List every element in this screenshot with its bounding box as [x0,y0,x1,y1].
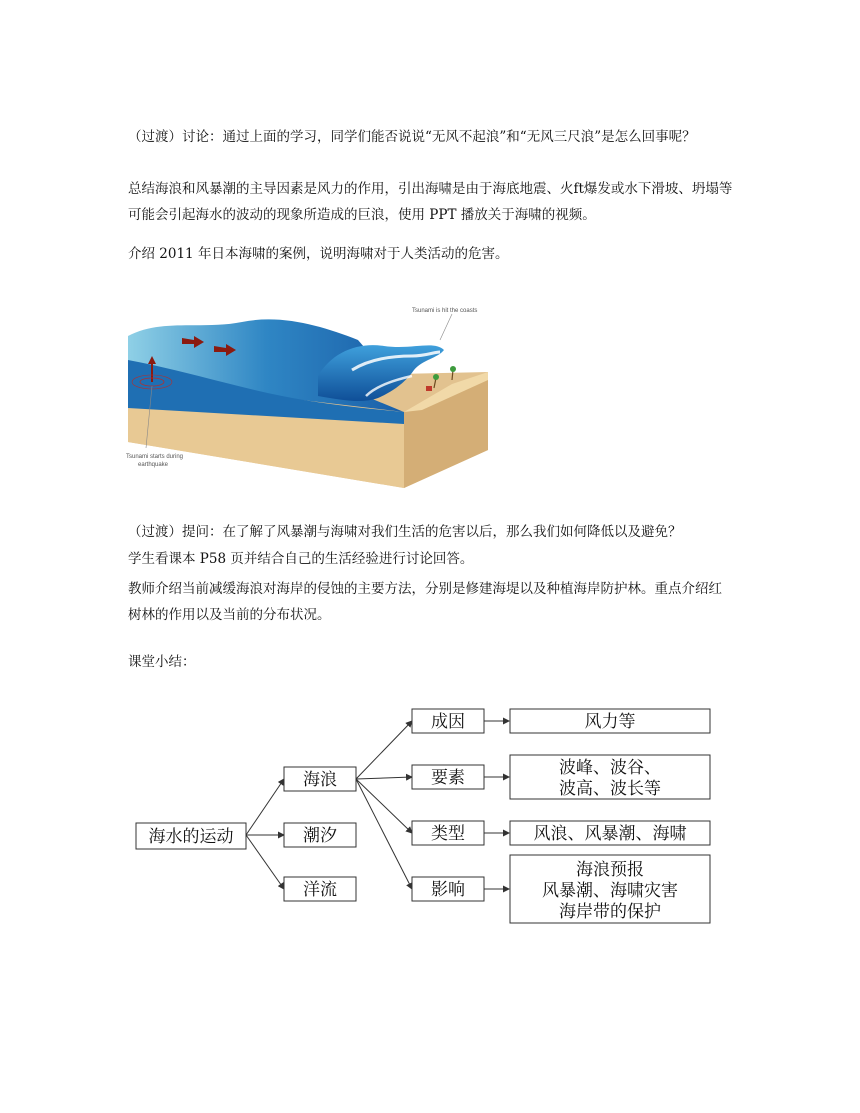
paragraph-japan-case: 介绍 2011 年日本海啸的案例，说明海啸对于人类活动的危害。 [128,246,509,262]
types-label: 类型 [431,824,465,844]
root-label: 海水的运动 [148,827,234,847]
cause-label: 成因 [431,712,465,732]
elements-detail-2: 波高、波长等 [559,779,661,799]
tsunami-illustration [122,300,494,492]
paragraph-transition-discussion: （过渡）讨论：通过上面的学习，同学们能否说说“无风不起浪”和“无风三尺浪”是怎么回事呢？ [128,129,696,145]
impact-detail-3: 海岸带的保护 [559,902,661,922]
impact-detail-2: 风暴潮、海啸灾害 [542,881,678,901]
paragraph-class-summary: 课堂小结： [128,654,196,670]
currents-label: 洋流 [303,880,337,900]
paragraph-transition-question: （过渡）提问：在了解了风暴潮与海啸对我们生活的危害以后，那么我们如何降低以及避免？ [128,524,682,540]
impact-label: 影响 [431,880,465,900]
label-coast: Tsunami is hit the coasts [412,308,478,314]
cause-detail: 风力等 [584,712,636,732]
label-start-2: earthquake [138,462,169,468]
paragraph-summary-tsunami: 总结海浪和风暴潮的主导因素是风力的作用，引出海啸是由于海底地震、火ft爆发或水下滑坡、坍塌等可能会引起海水的波动的现象所造成的巨浪，使用 PPT 播放关于海啸的视频。 [128,181,733,223]
types-detail: 风浪、风暴潮、海啸 [533,824,687,844]
house [426,386,432,391]
elements-label: 要素 [431,768,465,788]
label-start-1: Tsunami starts during [126,454,184,460]
elements-detail-1: 波峰、波谷、 [559,758,661,778]
paragraph-teacher-intro: 教师介绍当前减缓海浪对海岸的侵蚀的主要方法，分别是修建海堤以及种植海岸防护林。重点介绍红树林的作用以及当前的分布状况。 [128,581,722,623]
impact-detail-1: 海浪预报 [576,860,644,880]
paragraph-student-task: 学生看课本 P58 页并结合自己的生活经验进行讨论回答。 [128,551,474,567]
tides-label: 潮汐 [303,826,337,846]
waves-label: 海浪 [303,770,337,790]
concept-map [134,705,718,931]
